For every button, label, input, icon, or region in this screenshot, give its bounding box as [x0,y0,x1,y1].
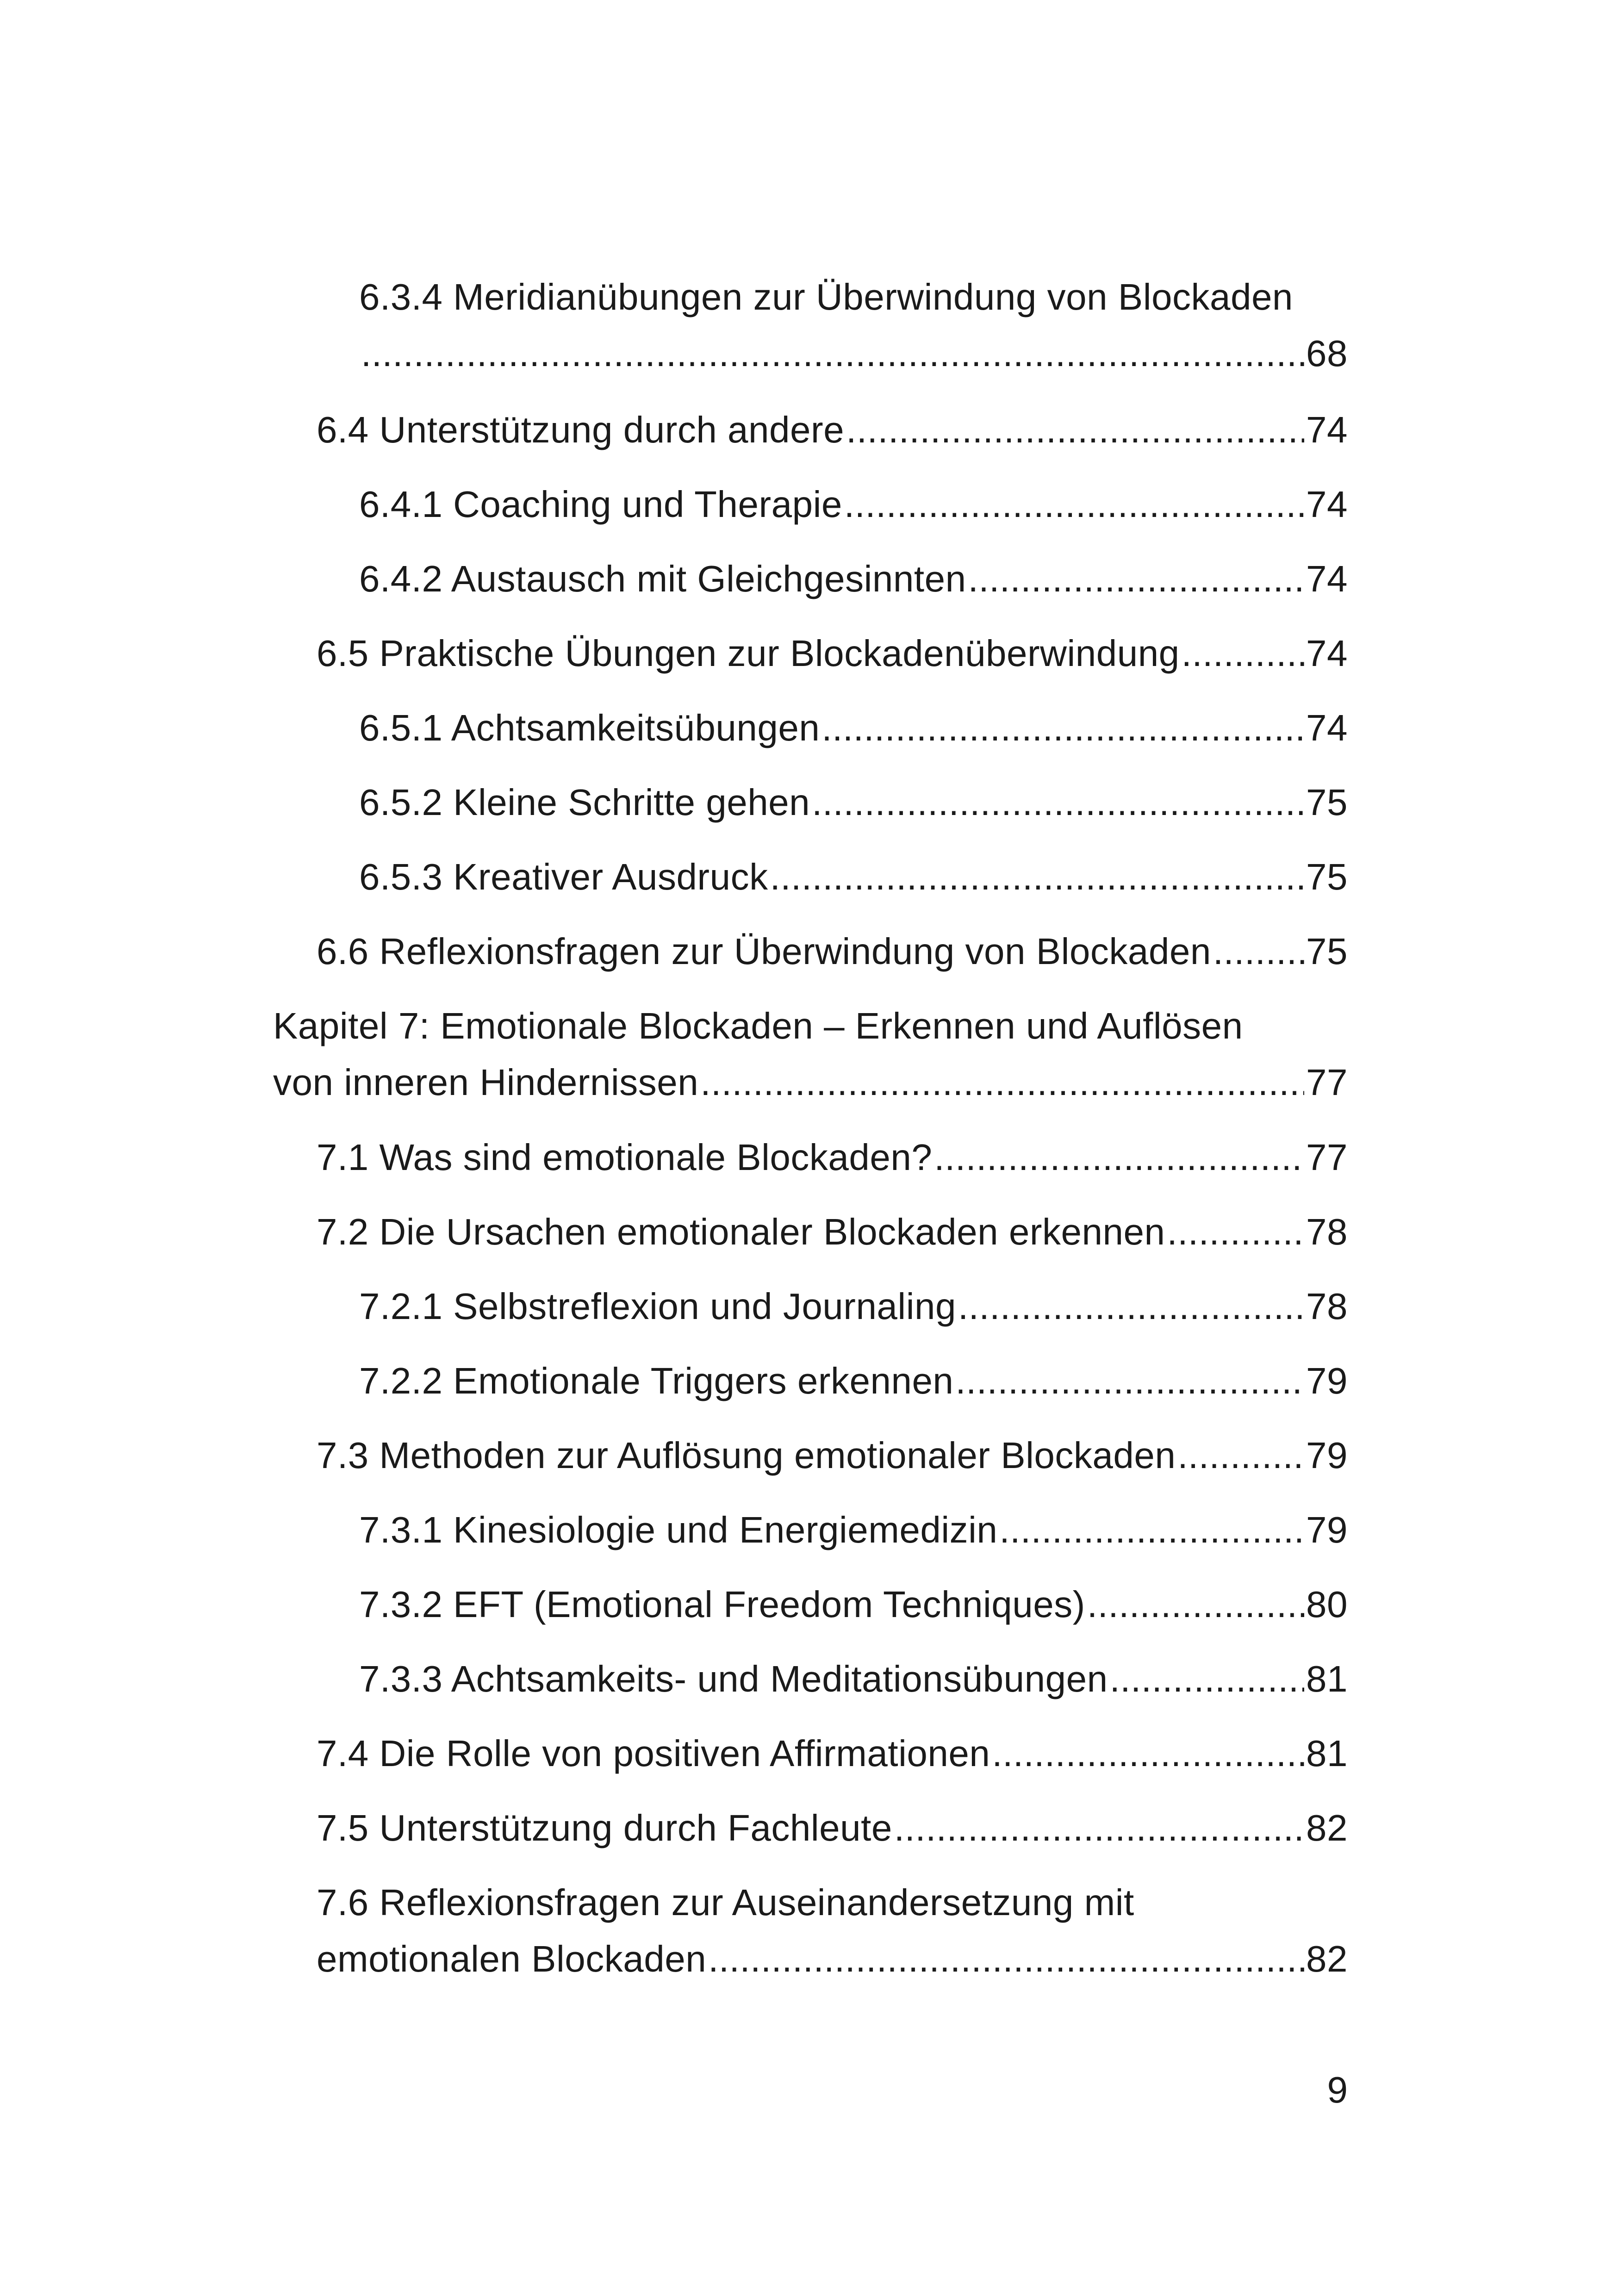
toc-page-number: 79 [1306,1509,1348,1550]
dot-leader [700,1054,1304,1111]
toc-entry [317,1874,1348,1987]
toc-entry [317,1725,1348,1782]
toc-page-number: 74 [1306,409,1348,450]
toc-page-number: 74 [1306,484,1348,525]
toc-entry-title: 7.3.2 EFT (Emotional Freedom Techniques) [359,1584,1085,1625]
toc-entry [359,774,1348,831]
toc-entry [317,1204,1348,1260]
dot-leader [1110,1651,1304,1707]
toc-entry-title: 7.1 Was sind emotionale Blockaden? [317,1137,933,1178]
toc-page-number: 74 [1306,707,1348,748]
toc-entry [317,1129,1348,1186]
toc-entry [359,1278,1348,1335]
toc-page-number: 78 [1306,1211,1348,1252]
toc-entry-title: 7.5 Unterstützung durch Fachleute [317,1807,892,1848]
toc-entry-title: emotionalen Blockaden [317,1938,707,1979]
toc-entry-title: 7.4 Die Rolle von positiven Affirmationen [317,1733,990,1774]
toc-page-number: 81 [1306,1733,1348,1774]
toc-entry-title: 6.4.1 Coaching und Therapie [359,484,842,525]
dot-leader [1177,1427,1304,1484]
toc-entry [317,402,1348,458]
toc-entry [359,476,1348,533]
toc-page-number: 78 [1306,1286,1348,1327]
toc-entry-title: 7.3.3 Achtsamkeits- und Meditationsübungen [359,1658,1108,1699]
toc-page-number: 75 [1306,856,1348,897]
dot-leader [844,476,1304,533]
toc-entry [359,1651,1348,1707]
dot-leader [812,774,1304,831]
toc-entry [359,1502,1348,1558]
toc-entry-title: 6.4 Unterstützung durch andere [317,409,845,450]
toc-page-number: 77 [1306,1062,1348,1103]
toc-page-number: 77 [1306,1137,1348,1178]
toc-entry-title: 7.2.2 Emotionale Triggers erkennen [359,1360,954,1401]
dot-leader [1213,923,1304,980]
toc-entry-title: 6.5.2 Kleine Schritte gehen [359,782,810,823]
toc-entry-title: 6.6 Reflexionsfragen zur Überwindung von Blockaden [317,931,1211,972]
toc-entry-title: Kapitel 7: Emotionale Blockaden – Erkennen und Auflösen [273,1005,1243,1046]
toc-page-number: 79 [1306,1360,1348,1401]
dot-leader [821,700,1304,756]
toc-entry-title: 7.3.1 Kinesiologie und Energiemedizin [359,1509,998,1550]
dot-leader [934,1129,1304,1186]
toc-entry [317,1800,1348,1856]
dot-leader [361,325,1304,382]
toc-entry-title: von inneren Hindernissen [273,1062,699,1103]
toc-page-number: 82 [1306,1938,1348,1979]
dot-leader [708,1931,1304,1987]
dot-leader [770,849,1304,905]
toc-entry [317,625,1348,682]
toc-entry-title: 7.6 Reflexionsfragen zur Auseinandersetzung mit [317,1882,1134,1923]
toc-entry-title: 6.3.4 Meridianübungen zur Überwindung von Blockaden [359,276,1293,317]
toc-page-number: 74 [1306,558,1348,599]
toc-entry-title: 7.3 Methoden zur Auflösung emotionaler Blockaden [317,1435,1176,1476]
toc-entry [359,700,1348,756]
toc-entry [317,1427,1348,1484]
toc-page-number: 68 [1306,333,1348,374]
toc-entry-title: 6.5.1 Achtsamkeitsübungen [359,707,820,748]
toc-entry-title: 6.4.2 Austausch mit Gleichgesinnten [359,558,966,599]
toc-entry-title: 6.5 Praktische Übungen zur Blockadenüberwindung [317,633,1180,674]
toc-entry [359,1353,1348,1409]
toc-page-number: 74 [1306,633,1348,674]
dot-leader [968,551,1304,607]
page-number: 9 [1327,2069,1348,2110]
toc-entry [359,849,1348,905]
dot-leader [1087,1576,1304,1633]
toc-page-number: 79 [1306,1435,1348,1476]
toc-entry [359,269,1348,382]
dot-leader [992,1725,1304,1782]
toc-chapter-entry [273,998,1348,1111]
toc-page-number: 75 [1306,931,1348,972]
toc-entry-title: 7.2 Die Ursachen emotionaler Blockaden erkennen [317,1211,1165,1252]
dot-leader [1182,625,1304,682]
toc-page-number: 75 [1306,782,1348,823]
toc-entry [359,551,1348,607]
toc-entry [359,1576,1348,1633]
toc-page-number: 81 [1306,1658,1348,1699]
dot-leader [999,1502,1304,1558]
toc-entry-title: 7.2.1 Selbstreflexion und Journaling [359,1286,956,1327]
dot-leader [958,1278,1304,1335]
toc-entry-title: 6.5.3 Kreativer Ausdruck [359,856,768,897]
toc-page-number: 80 [1306,1584,1348,1625]
toc-entry [317,923,1348,980]
dot-leader [894,1800,1304,1856]
dot-leader [1167,1204,1304,1260]
dot-leader [846,402,1304,458]
dot-leader [955,1353,1304,1409]
toc-page-number: 82 [1306,1807,1348,1848]
